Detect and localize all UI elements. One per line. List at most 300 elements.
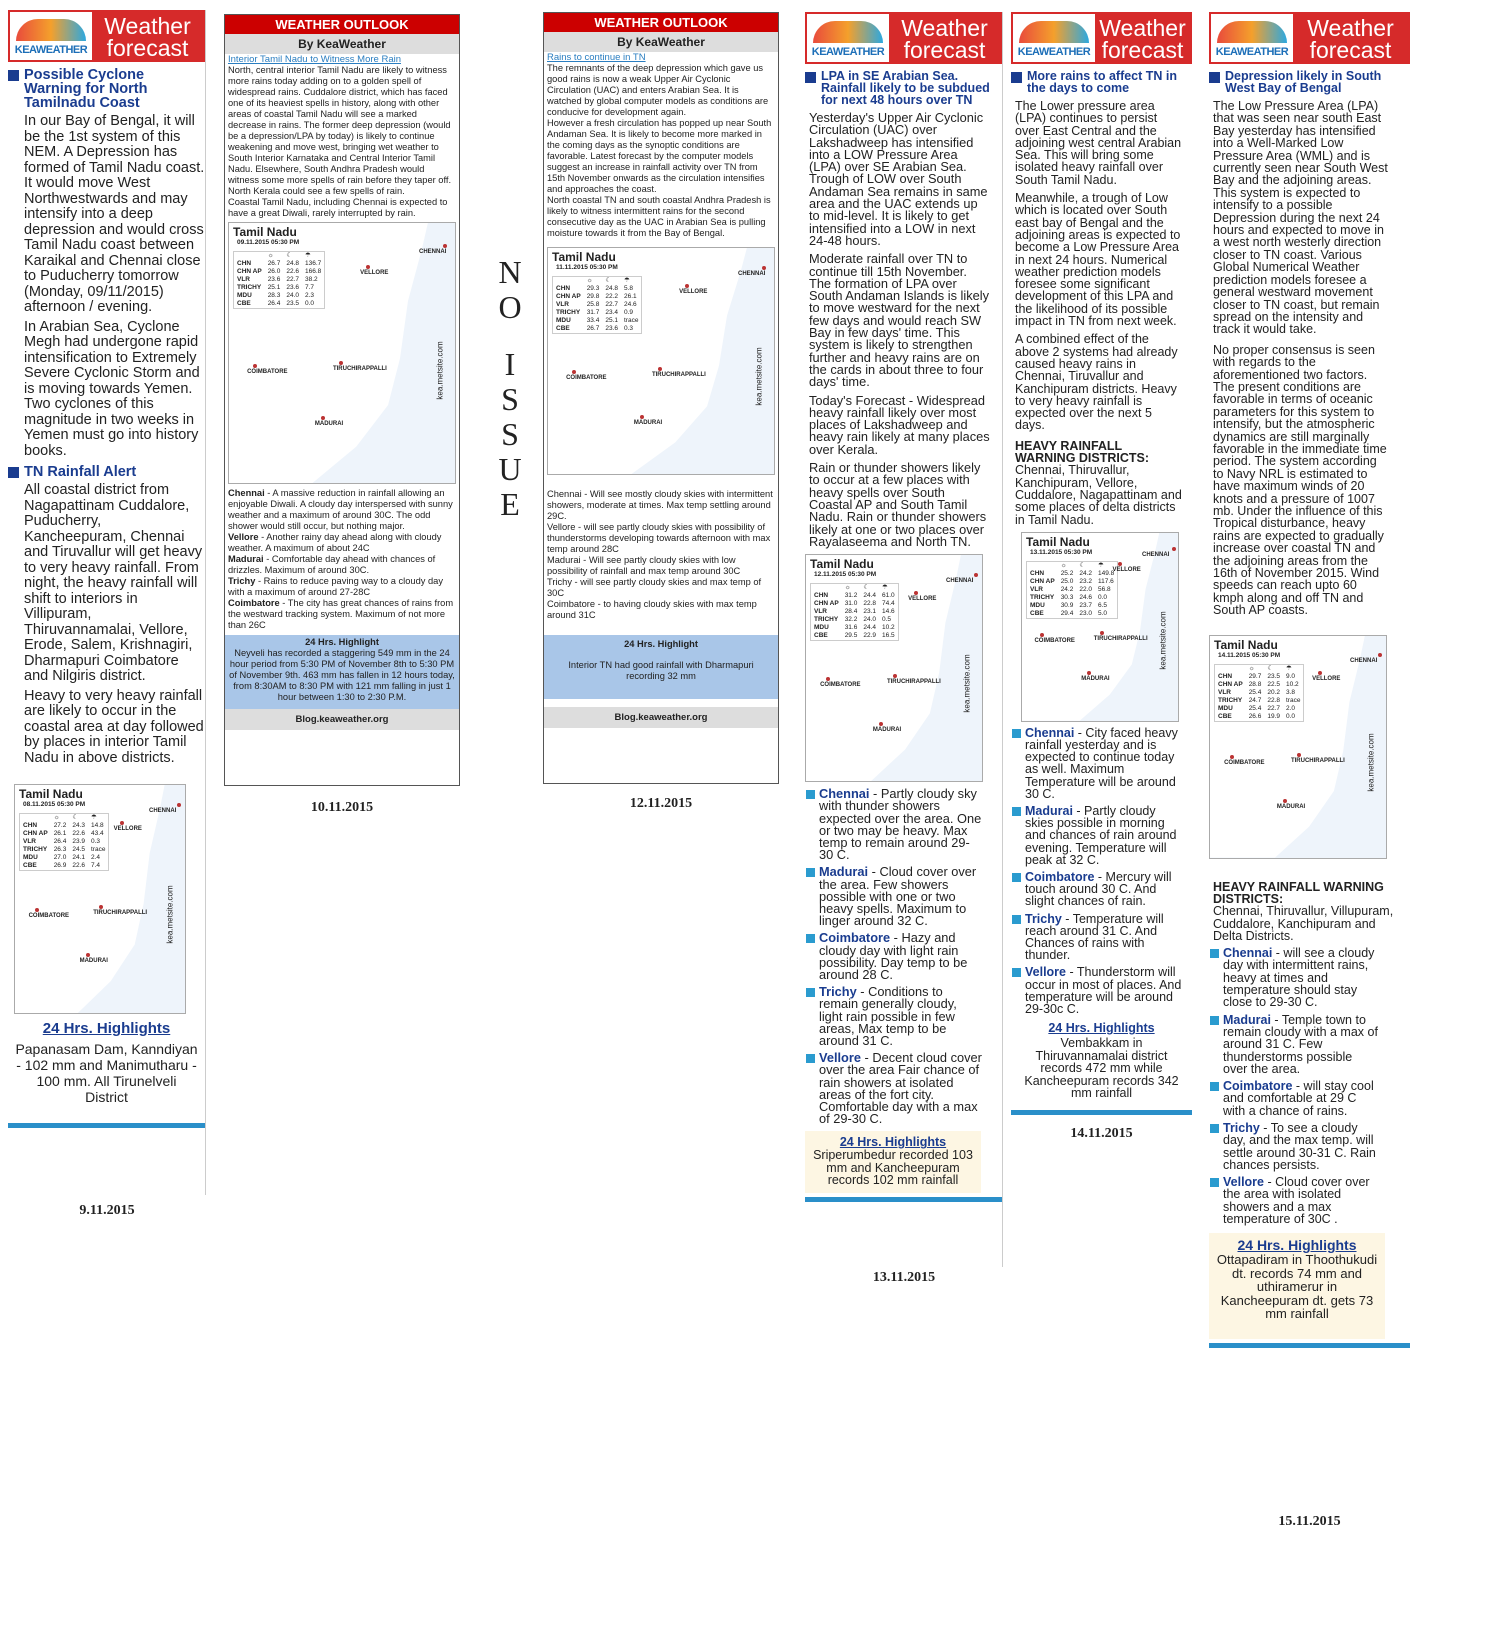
map-city-label: CHENNAI (738, 270, 766, 277)
table-cell: 2.0 (1286, 704, 1296, 712)
station-label: TRICHY (1030, 593, 1055, 601)
tamil-nadu-map (805, 554, 983, 782)
city-forecast-text: - To see a cloudy day, and the max temp. will settle around 30-31 C. Rain chances persists. (1223, 1121, 1376, 1172)
city-marker (572, 370, 576, 374)
table-cell: 24.8 (286, 260, 299, 267)
city-name: Trichy (228, 576, 256, 586)
column-12-nov (543, 12, 779, 784)
city-marker (640, 415, 644, 419)
map-city-label: MADURAI (1276, 804, 1306, 811)
no-issue-letter: U (498, 451, 522, 487)
tamil-nadu-map (14, 784, 186, 1014)
city-forecast (1011, 805, 1186, 866)
bottom-bar (1011, 1110, 1192, 1115)
city-forecast (225, 598, 459, 631)
map-city-label: MADURAI (633, 419, 663, 426)
station-label: MDU (1030, 601, 1045, 609)
city-forecast: Chennai - Will see mostly cloudy skies with intermittent showers, moderate at times. Max temp settling around 29C. (547, 489, 773, 521)
map-city-label: MADURAI (314, 420, 344, 427)
table-cell: 23.9 (72, 838, 85, 845)
sun-icon: ☼ (1248, 664, 1255, 672)
column-10-nov (224, 14, 460, 786)
table-cell: 14.6 (882, 608, 895, 616)
table-cell: 7.7 (305, 284, 315, 291)
weather-forecast-masthead (1209, 12, 1410, 64)
station-label: MDU (556, 317, 571, 324)
table-cell: 25.0 (1060, 577, 1074, 585)
map-source-label: kea.metsite.com (435, 341, 445, 400)
map-date: 13.11.2015 05:30 PM (1030, 548, 1093, 556)
section-heading: LPA in SE Arabian Sea. Rainfall likely to be subdued for next 48 hours over TN (805, 70, 1002, 106)
column-15-nov (1209, 12, 1410, 1505)
table-cell: 25.4 (1248, 688, 1262, 696)
table-cell: 26.4 (267, 300, 281, 307)
station-label: MDU (237, 292, 252, 299)
table-cell: trace (624, 317, 639, 324)
table-cell: 24.4 (863, 592, 876, 600)
city-forecast (225, 576, 459, 598)
city-marker (826, 677, 830, 681)
city-forecast (1011, 913, 1186, 962)
city-marker (1172, 547, 1176, 551)
city-name: Madurai (819, 864, 869, 880)
table-cell: 24.0 (286, 292, 299, 299)
table-cell: 22.8 (863, 600, 876, 608)
moon-icon: ☾ (72, 814, 79, 821)
table-cell: 16.5 (882, 632, 895, 640)
map-date: 14.11.2015 05:30 PM (1218, 651, 1281, 659)
weather-table (19, 813, 109, 871)
map-city-label: VELLORE (1312, 675, 1341, 682)
map-city-label: TIRUCHIRAPPALLI (651, 372, 706, 379)
sun-icon: ☼ (844, 584, 851, 592)
city-forecast-text: - Cloud cover over the area with isolated showers and a max temperature of 30C . (1223, 1175, 1370, 1227)
table-cell: 24.8 (605, 285, 618, 292)
table-cell: 10.2 (1286, 680, 1299, 688)
date-label: 14.11.2015 (1070, 1126, 1133, 1141)
paragraph: North, central interior Tamil Nadu are likely to witness more rains today adding on to a golden spell of widespread rains. Cuddalore district, which has faced one of its heaviest spells in history, along with other areas of coastal Tamil Nadu will see a marked decrease in rains. The former deep depression (would be a depression/LPA by today) is likely to continue weakening and move west, bringing wet weather to South Interior Karnataka and Central Interior Tamil Nadu. Elsewhere, South Andhra Pradesh would witness some more spells of rain before they taper off. North Kerala could see a few spells of rain. (228, 65, 452, 196)
table-cell: 28.3 (267, 292, 281, 299)
table-cell: 22.8 (1267, 696, 1280, 704)
highlights-text: Ottapadiram in Thoothukudi dt. records 74 mm and uthiramerur in Kancheepuram dt. gets 73 mm rainfall (1216, 1252, 1378, 1322)
station-label: VLR (237, 276, 250, 283)
city-marker (1378, 653, 1382, 657)
date-label: 15.11.2015 (1278, 1514, 1341, 1529)
city-marker (366, 265, 370, 269)
table-cell: 26.7 (267, 260, 281, 267)
table-cell: 5.0 (1098, 609, 1108, 617)
highlight-text: Interior TN had good rainfall with Dharmapuri recording 32 mm (568, 660, 754, 681)
table-cell: 5.8 (624, 285, 634, 292)
table-cell: 25.1 (267, 284, 281, 291)
table-cell: 29.5 (844, 632, 858, 640)
date-label: 9.11.2015 (79, 1203, 135, 1218)
rain-icon: ☂ (305, 252, 311, 259)
tamil-nadu-map (228, 222, 456, 484)
table-cell: 29.8 (586, 293, 600, 300)
table-cell: 20.2 (1267, 688, 1280, 696)
paragraph: A combined effect of the above 2 systems had already caused heavy rains in Chennai, Tiruvallur and Kanchipuram districts. Heavy to very heavy rainfall is expected over the next 5 days. (1015, 332, 1178, 433)
city-forecast: Vellore - will see partly cloudy skies with possibility of thunderstorms developing towards afternoon with max temp around 28C (547, 522, 771, 554)
table-cell: 26.1 (53, 830, 67, 837)
city-forecast-text: - Another rainy day ahead along with cloudy weather. A maximum of about 24C (228, 532, 442, 553)
city-name: Chennai (1025, 725, 1075, 740)
table-cell: 24.6 (624, 301, 637, 308)
table-cell: 31.2 (844, 592, 858, 600)
station-label: CHN (237, 260, 252, 267)
city-forecast-text: - Temperature will reach around 31 C. And Chances of rains with thunder. (1025, 911, 1164, 963)
table-cell: 0.3 (624, 325, 634, 332)
map-city-label: TIRUCHIRAPPALLI (1093, 636, 1148, 643)
table-cell: 0.5 (882, 616, 892, 624)
table-cell: 27.2 (53, 822, 67, 829)
table-cell: 26.3 (53, 846, 67, 853)
city-name: Madurai (228, 554, 264, 564)
no-issue-letter: E (500, 486, 520, 522)
table-cell: 29.3 (586, 285, 600, 292)
sun-icon: ☼ (1060, 561, 1067, 569)
city-forecast-text: - City faced heavy rainfall yesterday and is expected to continue today as well. Maximum Temperature will be around 30 C. (1025, 725, 1178, 801)
city-name: Coimbatore (1223, 1079, 1293, 1094)
masthead-title: Weather forecast (92, 12, 203, 60)
city-forecast (805, 1052, 982, 1125)
table-cell: 23.6 (267, 276, 281, 283)
table-cell: 31.0 (844, 600, 858, 608)
city-marker (253, 364, 257, 368)
column-13-nov (805, 12, 1003, 1267)
map-city-label: COIMBATORE (820, 681, 861, 688)
highlight-box (1209, 1233, 1385, 1339)
city-forecast (805, 866, 982, 927)
table-cell: 117.6 (1098, 577, 1114, 585)
blog-link[interactable]: Blog.keaweather.org (225, 709, 459, 730)
city-marker (1100, 631, 1104, 635)
map-city-label: COIMBATORE (566, 374, 607, 381)
paragraph: North coastal TN and south coastal Andhra Pradesh is likely to witness intermittent rains for the second consecutive day as the UAC in Arabian Sea is pulling moisture towards it from the Bay of Bengal. (547, 195, 771, 238)
table-cell: 6.5 (1098, 601, 1108, 609)
city-name: Chennai (1223, 946, 1273, 961)
table-cell: 25.2 (1060, 569, 1074, 577)
station-label: CHN AP (237, 268, 262, 275)
station-label: CHN (1218, 672, 1233, 680)
keaweather-logo: KEAWEATHER (1013, 14, 1095, 62)
paragraph: The remnants of the deep depression which gave us good rains is now a weak Upper Air Cyclonic Circulation (UAC) and enters Arabian Sea. It is watched by global computer models as conditions are conducive for development again. (547, 63, 769, 117)
city-forecast-text: - Partly cloudy sky with thunder showers expected over the area. One or two may be heavy. Max temp to remain around 29-30 C. (819, 786, 982, 863)
outlook-byline: By KeaWeather (544, 32, 778, 52)
rain-icon: ☂ (1286, 664, 1292, 672)
no-issue-letter (490, 325, 530, 347)
station-label: VLR (814, 608, 827, 616)
table-cell: 22.7 (286, 276, 299, 283)
column-14-nov (1011, 12, 1192, 1117)
paragraph: However a fresh circulation has popped up near South Andaman Sea. It is likely to become more marked in the coming days as the synoptic conditions are favorable. Latest forecast by the computer models suggest an increase in rainfall activity over TN from 15th November onwards as the circulation intensifies and approaches the coast. (547, 118, 772, 194)
weather-table (552, 276, 642, 334)
paragraph: The Low Pressure Area (LPA) that was seen near south East Bay yesterday has intensified into a Well-Marked Low Pressure Area (WML) and is currently seen near South West Bay and the adjoining areas. This system is expected to intensify to a possible Depression during the next 24 hours and expected to move in a west north westerly direction closer to TN coast. Various Global Numerical Weather prediction models foresee a general westward movement closer to TN coast, but remain spread on the intensity and track it would take. (1213, 99, 1388, 337)
city-marker (120, 821, 124, 825)
station-label: MDU (23, 854, 38, 861)
highlights-text: Papanasam Dam, Kanndiyan - 102 mm and Manimutharu - 100 mm. All Tirunelveli District (15, 1041, 198, 1105)
map-city-label: VELLORE (1112, 566, 1141, 573)
city-name: Trichy (1025, 911, 1062, 926)
table-cell: 0.0 (305, 300, 315, 307)
city-marker (762, 266, 766, 270)
table-cell: 26.1 (624, 293, 637, 300)
table-cell: 0.0 (1098, 593, 1108, 601)
highlight-title: 24 Hrs. Highlight (624, 639, 698, 649)
map-title: Tamil Nadu (1026, 534, 1090, 549)
table-cell: 31.6 (844, 624, 858, 632)
table-cell: 23.2 (1079, 577, 1092, 585)
weather-table (1214, 664, 1304, 722)
city-name: Vellore (1223, 1175, 1264, 1190)
table-cell: 10.2 (882, 624, 895, 632)
paragraph: In our Bay of Bengal, it will be the 1st system of this NEM. A Depression has formed of Tamil Nadu coast. It would move West Northwestwards and may intensify into a deep depression and would cross Tamil Nadu coast between Karaikal and Chennai close to Puducherry tomorrow (Monday, 09/11/2015) afternoon / evening. (24, 113, 205, 315)
map-city-label: VELLORE (360, 269, 389, 276)
paragraph: Meanwhile, a trough of Low which is located over South east bay of Bengal and the adjoining areas is expected to become a Low Pressure Area in next 24 hours. Numerical weather prediction models foresee some significant development of this LPA and the likelihood of its possible impact in TN from next week. (1015, 191, 1181, 329)
highlights-title: 24 Hrs. Highlights (1048, 1021, 1155, 1036)
no-issue-label (490, 255, 530, 522)
weather-table (233, 251, 325, 309)
city-forecast (225, 532, 459, 554)
section-heading: TN Rainfall Alert (8, 465, 205, 479)
station-label: CHN AP (23, 830, 48, 837)
table-cell: 23.6 (605, 325, 618, 332)
no-issue-letter: O (498, 289, 522, 325)
city-name: Vellore (1025, 965, 1066, 980)
table-cell: 149.8 (1098, 569, 1115, 577)
city-marker (321, 416, 325, 420)
masthead-title: Weather forecast (889, 14, 1000, 62)
city-name: Vellore (228, 532, 259, 542)
table-cell: 23.7 (1079, 601, 1092, 609)
city-forecast-text: - The city has great chances of rains from the westward tracking system. Maximum of not more than 26C (228, 598, 454, 630)
sun-icon: ☼ (586, 277, 593, 284)
section-heading: Depression likely in South West Bay of Bengal (1209, 70, 1410, 94)
highlights-title: 24 Hrs. Highlights (839, 1135, 947, 1150)
map-city-label: COIMBATORE (1224, 759, 1265, 766)
highlights-title: 24 Hrs. Highlights (42, 1020, 171, 1037)
outlook-headline-link[interactable]: Rains to continue in TN (547, 52, 646, 63)
station-label: CHN (814, 592, 829, 600)
bottom-bar (8, 1123, 205, 1128)
table-cell: trace (91, 846, 106, 853)
city-forecast-text: - Hazy and cloudy day with light rain possibility. Day temp to be around 28 C. (819, 930, 968, 982)
paragraph: All coastal district from Nagapattinam Cuddalore, Puducherry, Kancheepuram, Chennai and Tiruvallur will get heavy to very heavy rainfall. From night, the heavy rainfall will shift to interiors in Villipuram, Thiruvannamalai, Vellore, Erode, Salem, Krishnagiri, Dharmapuri Coimbatore and Nilgiris district. (24, 482, 203, 684)
section-heading: Possible Cyclone Warning for North Tamilnadu Coast (8, 68, 205, 110)
table-cell: 31.7 (586, 309, 600, 316)
table-cell: 22.9 (863, 632, 876, 640)
map-city-label: TIRUCHIRAPPALLI (886, 679, 941, 686)
table-cell: 26.4 (53, 838, 67, 845)
paragraph: Coastal Tamil Nadu, including Chennai is expected to have a great Diwali, rarely interrupted by rain. (228, 197, 448, 218)
keaweather-logo: KEAWEATHER (1211, 14, 1293, 62)
city-name: Trichy (1223, 1121, 1260, 1135)
table-cell: 22.2 (605, 293, 618, 300)
table-cell: 25.4 (1248, 704, 1262, 712)
map-city-label: COIMBATORE (1034, 638, 1075, 645)
station-label: CBE (1218, 712, 1232, 720)
tamil-nadu-map (1209, 635, 1387, 859)
map-date: 12.11.2015 05:30 PM (814, 571, 877, 579)
outlook-byline: By KeaWeather (225, 34, 459, 54)
paragraph: Moderate rainfall over TN to continue till 15th November. The formation of LPA over South Andaman Islands is likely to move westward for the next few days and would reach SW Bay in few days' time. This system is likely to strengthen further and heavy rains are on the cards in about three to four days' time. (809, 251, 989, 390)
sun-icon: ☼ (53, 814, 60, 821)
table-cell: 24.3 (72, 822, 85, 829)
table-cell: 3.8 (1286, 688, 1296, 696)
station-label: VLR (1218, 688, 1231, 696)
masthead-title: Weather forecast (1095, 14, 1190, 62)
map-title: Tamil Nadu (810, 557, 874, 572)
station-label: TRICHY (1218, 696, 1243, 704)
paragraph: Yesterday's Upper Air Cyclonic Circulation (UAC) over Lakshadweep has intensified into a LOW Pressure Area (LPA) over SE Arabian Sea. Trough of LOW over South Andaman Sea remains in same area and the UAC extends up to mid-level. It is likely to get intensified into a LOW in next 24-48 hours. (809, 110, 988, 248)
city-name: Coimbatore (1025, 870, 1095, 885)
date-label: 13.11.2015 (872, 1270, 936, 1285)
city-marker (974, 573, 978, 577)
weather-forecast-masthead (805, 12, 1002, 64)
city-forecast-text: - Thunderstorm will occur in most of places. And temperature will be around 29-30c C. (1025, 965, 1182, 1017)
table-cell: 25.8 (586, 301, 600, 308)
table-cell: 22.5 (1267, 680, 1280, 688)
city-forecast-text: - will stay cool and comfortable at 29 C with a chance of rains. (1223, 1079, 1374, 1118)
city-forecast-text: - Rains to reduce paving way to a cloudy day with a maximum of around 27-28C (228, 576, 443, 597)
moon-icon: ☾ (286, 252, 293, 259)
map-city-label: MADURAI (872, 726, 902, 733)
table-cell: 74.4 (882, 600, 895, 608)
map-city-label: CHENNAI (1142, 551, 1170, 558)
table-cell: 30.9 (1060, 601, 1074, 609)
table-cell: 30.3 (1060, 593, 1074, 601)
no-issue-letter: S (501, 416, 519, 452)
highlights-title: 24 Hrs. Highlights (1237, 1237, 1357, 1254)
table-cell: 33.4 (586, 317, 600, 324)
station-label: CHN AP (1030, 577, 1055, 585)
table-cell: 38.2 (305, 276, 318, 283)
map-city-label: CHENNAI (149, 807, 177, 814)
city-forecast (1011, 871, 1186, 908)
table-cell: 24.7 (1248, 696, 1262, 704)
paragraph: Today's Forecast - Widespread heavy rainfall likely over most places of Lakshadweep and heavy rain likely at many places over Kerala. (809, 392, 990, 457)
no-issue-letter: N (498, 254, 522, 290)
city-marker (443, 244, 447, 248)
map-title: Tamil Nadu (233, 225, 297, 239)
table-cell: 2.4 (91, 854, 101, 861)
station-label: CBE (1030, 609, 1044, 617)
city-forecast (1209, 1176, 1380, 1225)
weather-table (1026, 561, 1118, 619)
rain-icon: ☂ (91, 814, 97, 821)
city-marker (35, 908, 39, 912)
map-date: 11.11.2015 05:30 PM (556, 264, 618, 271)
map-source-label: kea.metsite.com (1158, 611, 1168, 670)
table-cell: 22.6 (72, 830, 85, 837)
station-label: VLR (556, 301, 569, 308)
table-cell: 22.7 (605, 301, 618, 308)
city-forecast (1209, 1122, 1380, 1171)
city-name: Madurai (1223, 1012, 1271, 1027)
city-forecast (1011, 966, 1186, 1015)
paragraph: Heavy to very heavy rainfall are likely to occur in the coastal area at day followed by places in interior Tamil Nadu in above districts. (24, 687, 204, 766)
table-cell: 166.8 (305, 268, 322, 275)
table-cell: 28.8 (1248, 680, 1262, 688)
column-9-nov (8, 10, 206, 1195)
station-label: CHN AP (814, 600, 839, 608)
city-forecast-text: - Comfortable day ahead with chances of drizzles. Maximum of around 30C. (228, 554, 436, 575)
table-cell: 24.2 (1060, 585, 1074, 593)
station-label: CHN (556, 285, 571, 292)
map-city-label: MADURAI (1081, 675, 1110, 682)
weather-forecast-masthead (8, 10, 205, 62)
moon-icon: ☾ (1079, 561, 1086, 569)
table-cell: 23.5 (1267, 672, 1280, 680)
blog-link[interactable]: Blog.keaweather.org (544, 707, 778, 728)
table-cell: 0.9 (624, 309, 634, 316)
warning-districts: Chennai, Thiruvallur, Villupuram, Cuddalore, Kanchipuram and Delta Districts. (1213, 904, 1394, 943)
city-forecast-text: - Cloud cover over the area. Few showers possible with one or two heavy spells. Maximum to linger around 32 C. (819, 864, 977, 929)
city-name: Chennai (228, 488, 265, 498)
city-name: Trichy (819, 984, 857, 1000)
city-forecast (805, 986, 982, 1047)
highlight-box (225, 635, 459, 709)
city-marker (685, 284, 689, 288)
table-cell: 32.2 (844, 616, 858, 624)
map-city-label: MADURAI (79, 958, 108, 965)
city-marker (177, 803, 181, 807)
warning-heading: HEAVY RAINFALL WARNING DISTRICTS: (1015, 438, 1150, 466)
station-label: VLR (23, 838, 36, 845)
outlook-headline-link[interactable]: Interior Tamil Nadu to Witness More Rain (228, 54, 401, 65)
moon-icon: ☾ (1267, 664, 1274, 672)
city-marker (339, 361, 343, 365)
keaweather-logo: KEAWEATHER (10, 12, 92, 60)
warning-heading: HEAVY RAINFALL WARNING DISTRICTS: (1213, 879, 1384, 906)
city-forecast (225, 488, 459, 532)
table-cell: 9.0 (1286, 672, 1296, 680)
city-forecast-text: - A massive reduction in rainfall allowing an enjoyable Diwali. A cloudy day interspersed with sunny weather and a maximum of around 30C. The odd shower would still occur, but nothing major. (228, 488, 453, 531)
map-city-label: VELLORE (679, 288, 708, 295)
station-label: CHN AP (1218, 680, 1243, 688)
city-forecast (805, 788, 982, 861)
moon-icon: ☾ (605, 277, 612, 284)
outlook-header: WEATHER OUTLOOK (544, 13, 778, 32)
map-city-label: COIMBATORE (247, 368, 288, 375)
city-name: Coimbatore (819, 930, 891, 946)
rain-icon: ☂ (882, 584, 888, 592)
table-cell: 26.7 (586, 325, 600, 332)
city-marker (879, 722, 883, 726)
map-title: Tamil Nadu (19, 787, 83, 801)
table-cell: 29.4 (1060, 609, 1074, 617)
table-cell: 7.4 (91, 862, 101, 869)
table-cell: 24.1 (72, 854, 85, 861)
map-date: 08.11.2015 05:30 PM (23, 801, 86, 808)
table-cell: 19.9 (1267, 712, 1280, 720)
table-cell: 0.3 (91, 838, 101, 845)
station-label: TRICHY (23, 846, 48, 853)
city-forecast (1209, 947, 1380, 1008)
table-cell: 24.2 (1079, 569, 1092, 577)
city-forecast-text: - Conditions to remain generally cloudy, light rain possible in few areas, Max temp to be around 31 C. (819, 984, 957, 1048)
tamil-nadu-map (1021, 532, 1179, 722)
highlights-text: Sriperumbedur recorded 103 mm and Kancheepuram records 102 mm rainfall (813, 1148, 973, 1188)
highlight-text: Neyveli has recorded a staggering 549 mm in the 24 hour period from 5:30 PM of November 8th to 5:30 PM of November 9th. 463 mm has fallen in 12 hours today, from 8:30AM to 8:30 PM with 121 mm falling in just 1 hour between 1:30 to 2:30 P.M. (229, 648, 455, 702)
table-cell: 26.0 (267, 268, 281, 275)
station-label: CBE (814, 632, 828, 640)
table-cell: 23.5 (286, 300, 299, 307)
rain-icon: ☂ (1098, 561, 1104, 569)
table-cell: 61.0 (882, 592, 895, 600)
map-title: Tamil Nadu (1214, 637, 1278, 652)
city-name: Chennai (819, 786, 870, 802)
